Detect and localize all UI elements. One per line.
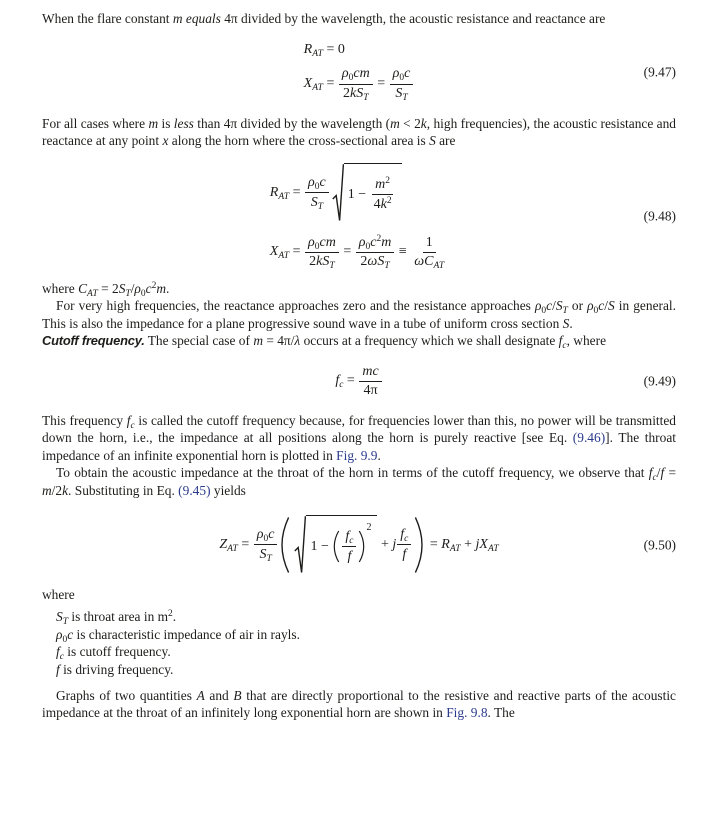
fraction <box>397 527 411 562</box>
equation-9-49 <box>42 364 676 399</box>
equation-number: (9.50) <box>643 537 676 553</box>
numerator: $\rho_0c$ <box>390 66 414 84</box>
equation-stack <box>303 42 415 104</box>
numerator: $\rho_0cm$ <box>339 66 373 84</box>
where-line: where <box>42 586 75 602</box>
numerator: mc <box>359 364 381 382</box>
fraction <box>339 66 373 104</box>
equation-line-zat <box>219 515 498 575</box>
where-cat-line: where $C_{AT} = 2S_T/\rho_0c^2m$. <box>42 280 170 299</box>
denominator: f <box>347 548 352 564</box>
math-expression: = $R_{AT} + jX_{AT}$ <box>426 536 499 554</box>
cross-reference-link[interactable]: Fig. 9.8 <box>446 705 488 721</box>
left-paren-icon <box>333 530 340 563</box>
denominator: $4k^2$ <box>373 195 392 212</box>
math-expression: $Z_{AT}$ = <box>219 536 253 554</box>
radical-sign-icon <box>294 515 306 575</box>
fraction <box>342 529 356 564</box>
left-paren-icon <box>280 516 290 574</box>
denominator: $\omega C_{AT}$ <box>414 254 445 272</box>
paragraph-high-frequencies: For very high frequencies, the reactance approaches zero and the resistance approaches $\rho_0c/S_T$ or $\rho_0c/S$ in general. This is also the impedance for a plane progressive sound wave in a tube of uniform cross section S. <box>42 298 676 331</box>
denominator: $2kS_T$ <box>309 254 335 272</box>
right-paren-icon <box>358 530 365 563</box>
fraction <box>305 175 329 210</box>
paragraph-cutoff-explanation: This frequency $f_c$ is called the cutoff frequency because, for frequencies lower than this, no power will be transmitted down the horn, i.e., the impedance at all positions along the horn is purely reactive [see Eq. (9.46)]. The throat impedance of an infinite exponential horn is plotted in Fig. 9.9. <box>42 412 676 463</box>
numerator: $\rho_0c$ <box>254 527 278 545</box>
fraction <box>356 235 395 270</box>
numerator: $\rho_0c^2m$ <box>356 235 395 253</box>
radicand <box>306 515 377 575</box>
equation-number: (9.47) <box>643 64 676 80</box>
paragraph-to-obtain: To obtain the acoustic impedance at the throat of the horn in terms of the cutoff frequency, we observe that $f_c/f = m/2k$. Substituting in Eq. (9.45) yields <box>42 465 676 498</box>
math-expression: $f_c$ = <box>335 373 359 391</box>
equation-stack <box>270 163 448 270</box>
fraction <box>305 235 339 270</box>
equation-9-47 <box>42 42 676 104</box>
equation-line-xat <box>303 66 415 104</box>
numerator: $m^2$ <box>372 177 393 195</box>
equation-line-rat <box>270 163 402 223</box>
math-expression: $X_{AT}$ = <box>269 244 304 262</box>
definition-f: f is driving frequency. <box>56 661 174 677</box>
radicand <box>344 163 402 223</box>
denominator: $S_T$ <box>395 86 408 104</box>
math-expression: $X_{AT}$ = <box>303 76 338 94</box>
equation-number: (9.49) <box>643 373 676 389</box>
denominator: f <box>402 546 407 562</box>
intro-paragraph: When the flare constant m equals 4π divided by the wavelength, the acoustic resistance and reactance are <box>42 11 606 26</box>
numerator: $f_c$ <box>397 527 411 545</box>
numerator: $f_c$ <box>342 529 356 547</box>
equivalence-sign: ≡ <box>395 244 411 260</box>
math-expression: + j <box>377 536 397 552</box>
square-root <box>294 515 377 575</box>
right-paren-icon <box>414 516 424 574</box>
numerator: $\rho_0cm$ <box>305 235 339 253</box>
equation-line-rat <box>304 42 345 58</box>
equation-line-xat <box>270 235 448 270</box>
paragraph-cutoff-frequency: Cutoff frequency. The special case of m = 4π/λ occurs at a frequency which we shall designate $f_c$, where <box>42 333 607 352</box>
square-root <box>332 163 402 223</box>
definition-rho0c: $\rho_0c$ is characteristic impedance of air in rayls. <box>56 626 300 645</box>
equals-sign: = <box>339 244 355 260</box>
definition-st: $S_T$ is throat area in $m^2$. <box>56 609 177 628</box>
equals-sign: = <box>373 76 389 92</box>
math-expression: $R_{AT} = 0$ <box>303 42 345 60</box>
equation-line-fc <box>335 364 382 399</box>
denominator: 4π <box>363 383 378 399</box>
exponent: 2 <box>366 521 372 533</box>
denominator: $S_T$ <box>310 194 323 212</box>
denominator: $2kS_T$ <box>343 86 369 104</box>
fraction <box>371 177 395 212</box>
cross-reference-link[interactable]: Fig. 9.9 <box>336 447 378 463</box>
math-expression: $R_{AT}$ = <box>269 184 304 202</box>
math-expression: 1 − <box>347 186 370 202</box>
symbol-definitions <box>56 608 676 678</box>
numerator: 1 <box>423 235 436 253</box>
fraction <box>254 527 278 562</box>
fraction <box>359 364 381 399</box>
numerator: $\rho_0c$ <box>305 175 329 193</box>
fraction <box>411 235 447 270</box>
cross-reference-link[interactable]: (9.45) <box>178 482 211 498</box>
equation-9-48 <box>42 163 676 270</box>
math-expression: 1 − <box>310 538 333 554</box>
paragraph-graphs: Graphs of two quantities A and B that are directly proportional to the resistive and reactive parts of the acoustic impedance at the throat of an infinitely long exponential horn are shown in Fig. 9.8. The <box>42 687 676 721</box>
paragraph-all-cases: For all cases where m is less than 4π divided by the wavelength (m < 2k, high frequencies), the acoustic resistance and reactance at any point x along the horn where the cross-sectional area is S are <box>42 115 676 149</box>
equation-9-50 <box>42 515 676 575</box>
fraction <box>390 66 414 104</box>
cross-reference-link[interactable]: (9.46) <box>572 430 606 446</box>
denominator: $S_T$ <box>259 546 272 564</box>
radical-sign-icon <box>332 163 344 223</box>
equation-number: (9.48) <box>643 208 676 224</box>
denominator: $2\omega S_T$ <box>360 254 390 272</box>
definition-fc: $f_c$ is cutoff frequency. <box>56 644 171 663</box>
